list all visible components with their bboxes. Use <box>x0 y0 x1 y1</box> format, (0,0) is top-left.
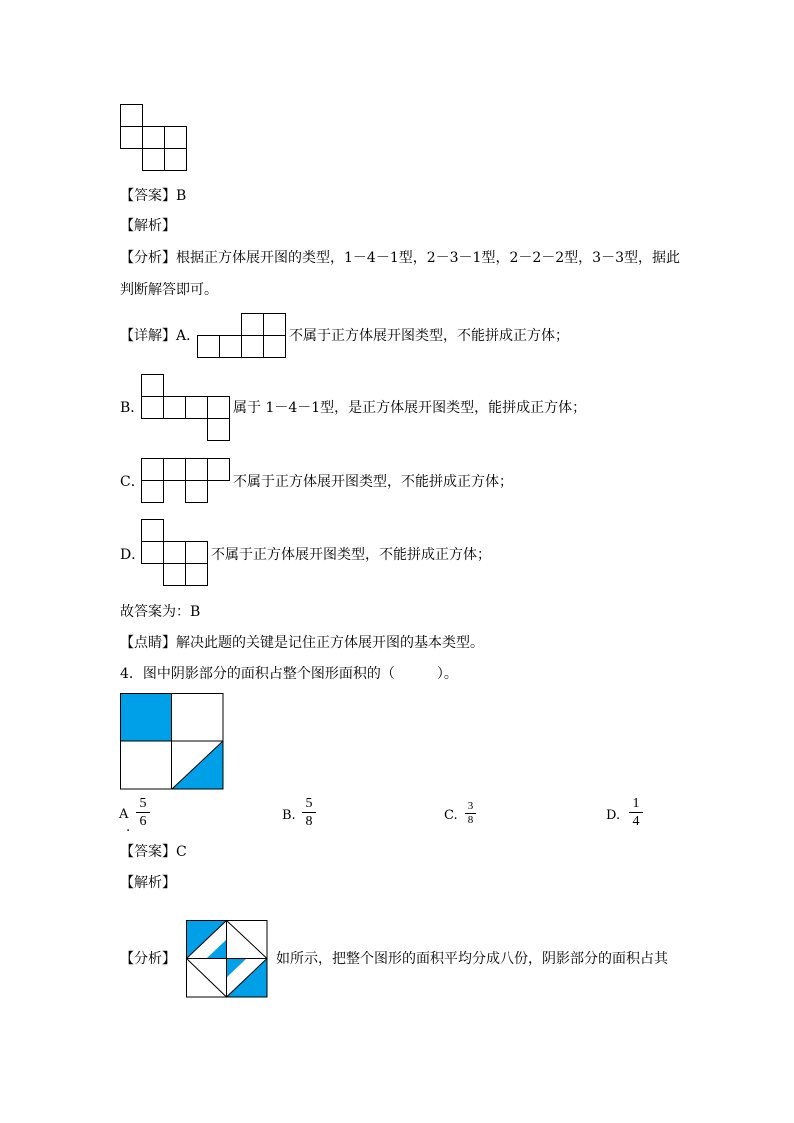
q4-option-a-dot: . <box>126 820 131 835</box>
net-option-a-figure <box>197 313 289 359</box>
cube-net-top-figure <box>120 104 190 172</box>
q4-option-a-label: A <box>119 807 129 822</box>
q4-option-d-fraction: 1 4 <box>629 796 643 829</box>
q3-fenxi-line2: 判断解答即可。 <box>120 282 218 298</box>
q3-fenxi-line1: 【分析】根据正方体展开图的类型，1－4－1型，2－3－1型，2－2－2型，3－3型，据此 <box>120 250 680 266</box>
q3-dianjing: 【点睛】解决此题的关键是记住正方体展开图的基本类型。 <box>120 635 484 651</box>
q3-option-c-text: 不属于正方体展开图类型，不能拼成正方体； <box>233 474 513 490</box>
q4-question: 4．图中阴影部分的面积占整个图形面积的（ ）。 <box>120 666 458 682</box>
q3-detail-label: 【详解】A． <box>120 328 201 344</box>
q3-option-c-label: C． <box>120 474 145 490</box>
q3-option-a-text: 不属于正方体展开图类型，不能拼成正方体； <box>289 328 569 344</box>
q4-fenxi-label: 【分析】 <box>120 951 176 967</box>
q4-shaded-square-figure <box>120 693 224 790</box>
q3-option-b-text: 属于 1－4－1型，是正方体展开图类型，能拼成正方体； <box>233 400 587 416</box>
q3-answer: 【答案】B <box>120 188 187 204</box>
q3-conclusion: 故答案为：B <box>120 604 201 620</box>
q4-option-d-label: D. <box>606 808 621 823</box>
q3-option-b-label: B． <box>120 400 145 416</box>
q4-fenxi-text: 如所示，把整个图形的面积平均分成八份，阴影部分的面积占其 <box>276 951 668 967</box>
q4-eight-parts-figure <box>186 920 268 998</box>
net-option-b-figure <box>141 374 233 442</box>
q3-analysis-label: 【解析】 <box>120 218 176 234</box>
q3-option-d-label: D． <box>120 547 146 563</box>
net-option-c-figure <box>141 458 233 504</box>
q4-analysis-label: 【解析】 <box>120 875 176 891</box>
q4-option-c-fraction: 3 8 <box>465 801 476 826</box>
q4-option-b-fraction: 5 8 <box>302 796 316 829</box>
q4-option-c-label: C. <box>444 808 458 823</box>
q4-option-b-label: B. <box>282 808 296 823</box>
q3-option-d-text: 不属于正方体展开图类型，不能拼成正方体； <box>211 547 491 563</box>
q4-answer: 【答案】C <box>120 844 187 860</box>
q4-option-a-fraction: 5 6 <box>136 796 150 829</box>
net-option-d-figure <box>141 519 211 587</box>
